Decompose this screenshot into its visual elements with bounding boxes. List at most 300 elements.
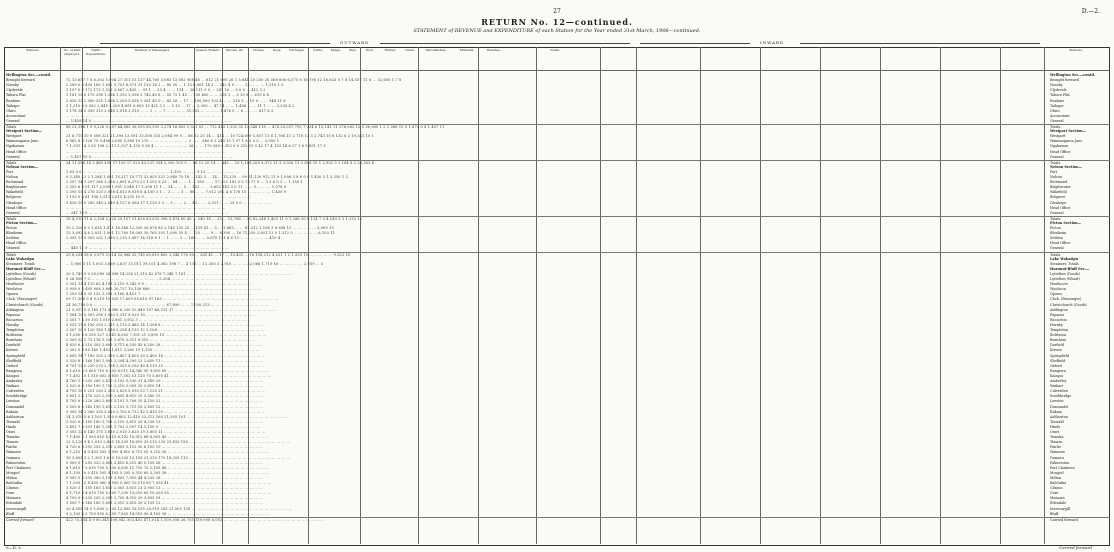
station-name-right: Taihape: [1050, 103, 1064, 108]
section-heading-row: [4, 221, 1110, 225]
row-figures: 16 3,605 3 2 1,305 1,610 10,205 13,105 23,310 170 18,205 110 … … … … … … … … … … … … … … … … … … … … …: [66, 455, 291, 460]
station-name: Culverden: [6, 389, 24, 394]
station-name: Hornby: [6, 322, 19, 327]
table-row: [4, 308, 1110, 312]
station-name-right: Totals.: [1050, 125, 1062, 129]
station-name: Waimangaroa Junc.: [6, 139, 40, 144]
table-row: [4, 333, 1110, 337]
row-figures: 9 26,508 7 2 … … … … … … … … … … … … … … 5,304 … … … … … … … … … … … … … … … …: [66, 277, 249, 281]
section-heading-row: [4, 267, 1110, 271]
row-figures: 20 4,505 14 0 1,805 2,105 12,805 16,105 28,910 205 21,005 130 … … … … … … … … … … … … … … … … … … … … …: [66, 506, 293, 511]
row-figures: 25 6,254 16 6 3,971 3,514 33,088 32,745 65,610 400 3,548 176 30 … 265 41 … 17 … 10,435 … 16 158,212 4,031 1 2 1,933 15 … … … … … 9,523 10: [66, 252, 351, 257]
table-row: [4, 195, 1110, 199]
station-name-right: Head Office: [1050, 205, 1071, 210]
inward-rule-left: [640, 43, 750, 44]
station-name: Tinwald: [6, 419, 20, 424]
station-name-right: Rangiora: [1050, 368, 1066, 373]
row-figures: 5 958 0 3 495 908 3,863 20,737 10,138 886 … … … … … … … … … … … … … … … … … … … … … … …: [66, 287, 262, 292]
station-name-right: Richmond: [1050, 180, 1068, 185]
inward-rule-right: [800, 43, 1040, 44]
table-row: [4, 476, 1110, 480]
station-name-right: Picton: [1050, 226, 1061, 230]
station-name-right: Westport: [1050, 134, 1066, 139]
station-name-right: Totals.: [1050, 252, 1062, 257]
station-name: Totals: [6, 125, 17, 129]
row-figures: 9 2,340 12 2 1,284 1,081 15,217 15,771 32,855 321 2,948 70 18 … 142 3 … 14 … 15,335 … 90 51,120 912 11 9 1,006 3 8 6 0 0 1,430 5 1 3,250 1 2: [66, 175, 349, 179]
row-figures: … … … … … … … … … … … … … … … … … … … … … … … … … … … … … … … … …: [66, 149, 226, 154]
row-figures: 5 905 5 5 305 380 3,105 3,905 7,010 44 4,205 28 … … … … … … … … … … … … … … … … … … … … …: [66, 475, 263, 480]
station-name-right: Hurunui-Bluff Sec.—: [1050, 266, 1090, 271]
row-figures: 8 1,710 9 4 610 750 5,805 7,205 13,010 85 10,205 55 … … … … … … … … … … … … … … … … … … … … …: [66, 491, 272, 496]
table-row: [4, 272, 1110, 276]
row-figures: 24 36,718 0 0 … … … … … … … … … … … … … … … 67,890 … … 7,030,213 … … … … … … … … … … … …: [66, 302, 269, 307]
row-figures: 8 1,610 7 3 610 705 5,205 6,505 11,710 75 2,105 48 … … … … … … … … … … … … … … … … … … … … …: [66, 465, 269, 470]
station-name-right: Opawa: [1050, 292, 1062, 297]
station-name: Glenhope: [6, 200, 23, 205]
col-head-wool: Wool.: [365, 48, 375, 52]
station-name-right: Rakaia: [1050, 409, 1062, 414]
page-footnote: 9—D. 2.: [6, 545, 22, 550]
station-name: Invercargill: [6, 506, 27, 511]
document-code: D.—2.: [1081, 8, 1100, 15]
table-row: [4, 318, 1110, 322]
row-figures: 6 962 8 0 126 79 3,498 2,005 5,588 10 270 … … … … … … … … 3 … … 540 6 2 249 13 1 97 1 6 5 0 0 … 3,050 1: [66, 139, 280, 144]
table-row: [4, 481, 1110, 485]
station-name-right: Oxford: [1050, 363, 1062, 368]
table-row: [4, 415, 1110, 419]
station-name: Nelson Section—: [6, 164, 39, 169]
table-row: [4, 282, 1110, 286]
row-figures: 3 601 2 4 170 220 2,010 2,605 4,610 25 3,360 15 … … … … … … … … … … … … … … … … … … … … …: [66, 394, 263, 399]
table-row: [4, 83, 1110, 87]
station-name: Brightwater: [6, 185, 27, 190]
table-row: [4, 491, 1110, 495]
table-row: [4, 175, 1110, 179]
station-name-right: General: [1050, 210, 1064, 215]
header-rule: [4, 70, 1110, 71]
table-row: [4, 384, 1110, 388]
station-name: Fairlie: [6, 445, 18, 450]
col-head-minerals: Minerals.: [459, 48, 475, 52]
station-name-right: Springfield: [1050, 353, 1070, 358]
table-row: [4, 348, 1110, 352]
row-figures: 2 302 6 0 91 117 2,009 1,901 5,046 17 1,308 11 1 … 34 … … 5 … 152 … … 3,602 143 3 0 11 … … 9 … … … 1,078 9: [66, 185, 287, 190]
col-head-parcels: Parcels, &c.: [225, 48, 245, 52]
station-name: Woolston: [6, 287, 22, 292]
station-name-right: Invercargill: [1050, 506, 1071, 511]
table-row: [4, 226, 1110, 230]
row-figures: 2 307 14 1 207 268 3,256 2,801 6,270 23 1,202 9 23 … 84 … … 1 … 150 … … 17,202 141 5 0 73 17 0 … 3 3 6 0 3 … 1,155 1: [66, 180, 303, 185]
station-name-right: Accountant: [1050, 113, 1070, 118]
row-figures: … … … … … … … … … … … … … … … … … … … … … … … … … … … … … … … … …: [66, 241, 226, 246]
station-name-right: Leeston: [1050, 399, 1064, 404]
section-heading-row: [4, 73, 1110, 77]
station-name: Palmerston: [6, 460, 26, 465]
table-row: [4, 180, 1110, 184]
station-name: Addington: [6, 307, 24, 312]
station-name-right: Bluff: [1050, 511, 1059, 516]
totals-row: [4, 517, 1110, 522]
row-figures: 9 2,105 6 3 705 855 6,205 7,805 14,010 90 4,105 58 … … … … … … … … … … … … … … … … … … … … …: [66, 511, 269, 516]
station-name-right: Palmerston: [1050, 460, 1070, 465]
table-row: [4, 507, 1110, 511]
row-figures: … 1,459 14 0 … … … … … … … … … … … … … … … … … … … … … … … … … … … … …: [66, 118, 233, 123]
row-figures: 21 3,917 0 0 140 173 4,080 6,230 10,449 107 46,211 37 … … … … … … … … … … … … … … … … … … … … …: [66, 307, 276, 312]
table-row: [4, 389, 1110, 393]
table-row: [4, 88, 1110, 92]
station-name-right: Ashburton: [1050, 414, 1068, 419]
row-figures: 3 505 7 6 140 180 1,605 2,010 3,615 20 3,105 12 … … … … … … … … … … … … … … … … … … … … …: [66, 501, 263, 506]
station-name-right: Ohiro: [1050, 108, 1060, 113]
station-name: Clinton: [6, 486, 19, 491]
row-figures: 1 426 19 0 265 345 2,049 4,127 6,560 17 1,120 3 3 … 3 … … 2 … 43 … … 2,011 … … 29 0 0 … … … … … …: [66, 200, 271, 205]
station-name: Wellington Sec.—contd.: [6, 73, 52, 77]
table-row: [4, 185, 1110, 189]
table-row: [4, 313, 1110, 317]
station-name-right: Port: [1050, 169, 1058, 174]
row-figures: … … … … … … … … … … … … … … … … … … … … … … … … … … … … … … … … …: [66, 113, 226, 118]
station-name-right: General: [1050, 246, 1064, 251]
row-figures: 1 301 13 4 110 63 4,103 5,110 9,343 9 9 … … … … … … … … … … … … … … … … … … … … … …: [66, 282, 252, 287]
table-row: [4, 471, 1110, 475]
station-name-right: Dunsandel: [1050, 404, 1069, 409]
station-name-right: Blenheim: [1050, 231, 1067, 236]
row-figures: 1 63 0 0 … … … … … … … … … … … … … … … … … … 1,303 … … … 9 15 … … … … … … …: [66, 169, 240, 174]
row-figures: 2 395 15 4 276 320 3,058 4,813 8,018 8 4,100 3 1 … 3 … … 1 … 86 … … 7,012 202 4 6 176 15 … … … … … 1,450 9: [66, 190, 287, 195]
row-figures: … 1,960 3 11 1,003 3,869 2,637 15,011 39,101 4,362 198 7 … 4 115 … 12,300 5 2,910 … … … 32,066 1,719 16 … … … … … 2,019 … 5: [66, 261, 324, 266]
station-name: General: [6, 118, 20, 123]
table-row: [4, 78, 1110, 82]
station-name-right: Southbridge: [1050, 394, 1072, 399]
col-head-sheep: Sheep.: [330, 48, 342, 52]
station-name-right: Christchurch (Goods): [1050, 302, 1087, 307]
station-name-right: Heathcote: [1050, 282, 1068, 287]
row-figures: 2 402 7 0 105 140 1,305 1,702 3,007 14 3,150 9 … … … … … … … … … … … … … … … … … … … … …: [66, 424, 261, 429]
row-figures: 3 520 0 3 150 180 1,705 2,110 3,815 20 4,230 13 … … … … … … … … … … … … … … … … … … … … …: [66, 419, 263, 424]
col-head-grain: Grain.: [405, 48, 415, 52]
station-name: Templeton: [6, 328, 25, 332]
inward-group-label: INWARD: [760, 40, 785, 45]
station-name-right: Carried forward: [1050, 517, 1078, 522]
station-name: Picton Section—: [6, 220, 38, 225]
station-name: Oxford: [6, 363, 18, 368]
col-head-pigs: Pigs.: [349, 48, 357, 52]
station-name: Rolleston: [6, 333, 23, 338]
station-name-right: Hornby: [1050, 322, 1063, 327]
station-name-right: Picton Section—: [1050, 220, 1082, 225]
table-row: [4, 139, 1110, 143]
station-name-right: Tahora Flat: [1050, 93, 1070, 98]
station-name-right: Kirwee: [1050, 348, 1063, 353]
row-figures: 4 720 6 9 205 255 2,310 2,805 5,115 30 6,105 19 … … … … … … … … … … … … … … … … … … … … …: [66, 445, 263, 450]
station-name-right: Head Office: [1050, 149, 1071, 154]
station-name-right: Naseby: [1050, 83, 1063, 88]
station-name-right: Oamaru: [1050, 455, 1064, 460]
station-name-right: Head Office: [1050, 241, 1071, 246]
col-head-passengers: Number of Passengers: [134, 48, 170, 52]
station-name-right: Totals.: [1050, 160, 1062, 165]
row-figures: 18 4,310 11 6 2,104 2,329 29,107 31,828 63,035 396 5,474 80 49 … 240 18 … 23 … 15,766 … 90 82,248 1,403 11 9 1,286 10 8 114 7 9 4,140 5 3 1,252 11: [66, 216, 363, 221]
station-name-right: Lyttelton (Goods): [1050, 271, 1080, 276]
station-name: Kirwee: [6, 348, 19, 353]
row-figures: 10 2,326 8 0 1,635 1,411 18,348 12,530 30,878 85 2,140 135 25 … 139 41 … 5 … 1,885 … … 81,312 1,108 3 8 608 15 … … … … … 3,009 15: [66, 226, 334, 230]
station-name-right: Fairlie: [1050, 445, 1062, 450]
col-head-merchandise: Merchandise.: [425, 48, 447, 52]
table-row: [4, 405, 1110, 409]
station-name-right: Chch. (Passenger): [1050, 297, 1082, 302]
carried-forward-label: Carried forward: [1059, 545, 1092, 550]
station-name-right: Temuka: [1050, 435, 1064, 440]
station-name: Dunsandel: [6, 404, 25, 409]
row-figures: 34 11,590 16 3 489 598 27,199 17,523 43,231 354 2,390 103 9 … 66 12 20 14 … 443 … 10 1,168,265 8,972 11 3 3,026 11 3 858 10 1 2,902 5 2 164 8 2 28,283 4: [66, 160, 375, 165]
table-row: [4, 450, 1110, 454]
station-name-right: Clinton: [1050, 486, 1063, 491]
station-name: Carried forward: [6, 517, 34, 522]
station-name: Sheffield: [6, 358, 22, 363]
station-name: Lyttelton (Wharf): [6, 277, 36, 281]
station-name-right: Wakefield: [1050, 190, 1067, 195]
table-row: [4, 93, 1110, 97]
station-name: Blenheim: [6, 231, 23, 236]
row-figures: 3 520 8 2 160 180 1,905 2,204 4,290 22 2,650 11 … … … … … … … … … … … … … … … … … … … … …: [66, 358, 263, 363]
row-figures: 5 905 14 2 260 330 3,010 3,702 6,712 42 5,410 30 … … … … … … … … … … … … … … … … … … … … …: [66, 409, 266, 414]
row-figures: 2 289 0 0 430 160 1,852 5,751 6,071 31 120 16 2 … 80 30 … 1 13 8,061 14 2 … 342 4 0 … … 12 … … … 1,310 1 0: [66, 83, 284, 88]
station-name: Head Office: [6, 205, 27, 210]
station-name-right: Milton: [1050, 475, 1062, 480]
row-figures: 8 1,610 3 5 605 710 6,203 8,011 14,340 95 9,810 60 … … … … … … … … … … … … … … … … … … … … …: [66, 368, 269, 373]
col-head-timber: Timber.: [384, 48, 396, 52]
station-name-right: Tinwald: [1050, 419, 1064, 424]
table-row: [4, 246, 1110, 250]
row-figures: 4 705 10 0 201 250 2,305 2,820 5,030 33 7,120 21 … … … … … … … … … … … … … … … … … … … … …: [66, 389, 266, 394]
table-row: [4, 512, 1110, 516]
station-name: Lake Wakatipu: [6, 256, 35, 261]
table-row: [4, 445, 1110, 449]
station-name: Timaru: [6, 440, 19, 445]
station-name-right: Waimate: [1050, 450, 1065, 455]
row-figures: 72 13,657 7 8 6,302 5,904 27,311 15,137 44,760 3,085 15,082 908 48 … 612 21 695 26 1 5,841 20 250 20,568 606 6,575 6 16,795 12 16,833 0 7 8 14,037 11 6 … 32,600 1 7 8: [66, 78, 402, 83]
row-figures: 1 193 0 0 81 198 1,511 2,615 4,235 10 9 … … … … … … … … … … … … … … … … … … … … … …: [66, 195, 252, 200]
row-figures: 5 905 0 7 255 320 2,805 3,410 6,215 40 5,105 26 … … … … … … … … … … … … … … … … … … … … …: [66, 460, 263, 465]
row-figures: 3 505 6 0 140 190 1,610 2,103 3,713 18 2,805 12 … … … … … … … … … … … … … … … … … … … … …: [66, 404, 263, 409]
table-row: [4, 150, 1110, 154]
station-name: Heathcote: [6, 282, 24, 287]
statement-subtitle: STATEMENT of REVENUE and EXPENDITURE of each Station for the Year ended 31st March, 1906—continued.: [413, 28, 701, 34]
table-row: [4, 262, 1110, 266]
section-heading-row: [4, 257, 1110, 261]
row-figures: 2 626 12 2 380 335 1,804 2,200 5,508 3 361 45 0 … 43 28 … 17 … 100,000 103 4 … … 316 3 … 10 0 … … 944 11 6: [66, 98, 286, 103]
station-name-right: Nelson Section—: [1050, 164, 1083, 169]
station-name-right: Westport Section—: [1050, 129, 1086, 134]
row-figures: 5 1,030 0 8 255 327 3,041 4,002 7,301 21 3,890 19 … … … … … … … … … … … … … … … … … … … … …: [66, 333, 267, 338]
row-figures: 7 1,405 2 1 505 610 4,810 6,102 10,912 68 8,905 45 … … … … … … … … … … … … … … … … … … … … …: [66, 435, 269, 440]
table-row: [4, 134, 1110, 138]
row-figures: 1 178 14 0 350 310 2,046 3,018 3,910 … … 1 … … 7 … … … … 31,392 … … … … 1,476 0 … 6 … … … 617 6 3: [66, 108, 274, 113]
table-row: [4, 323, 1110, 327]
row-figures: 88 21,158 1 9 9,226 9,257 44,083 36,595 80,395 3,374 16,605 1,021 63 … 712 413 1,302 33 13,348 118 … 474 20,937,795 7,034 6 15,141 11 276,563 12 5 36,980 1 2 1,088 15 0 1,874 0 8 1,407 11: [66, 125, 445, 129]
station-name-right: Culverden: [1050, 389, 1068, 394]
table-row: [4, 435, 1110, 439]
station-name: Head Office: [6, 149, 27, 154]
station-name-right: Lake Wakatipu: [1050, 256, 1079, 261]
table-row: [4, 410, 1110, 414]
row-figures: 3 520 3 1 150 185 1,610 2,005 3,615 21 3,905 13 … … … … … … … … … … … … … … … … … … … … …: [66, 486, 263, 491]
station-name: Steamers: Totals: [6, 261, 35, 266]
station-name: Ashburton: [6, 414, 24, 419]
station-name: Mataura: [6, 496, 21, 501]
station-name-right: Steamers: Totals: [1050, 261, 1079, 266]
outward-rule-left: [100, 43, 330, 44]
station-name: Kaiapoi: [6, 373, 19, 378]
station-name: General: [6, 246, 20, 251]
row-figures: 4 760 1 9 205 260 2,410 3,102 5,530 31 4,380 20 … … … … … … … … … … … … … … … … … … … … …: [66, 379, 263, 383]
col-head-cattle: Cattle.: [312, 48, 324, 52]
row-figures: … 341 19 0 … … … … … … … … … … … … … … … … … … … … … … … … … … … … …: [66, 210, 229, 215]
row-figures: 7 1,305 12 8 455 560 4,505 5,605 10,110 63 7,305 41 … … … … … … … … … … … … … … … … … … … … …: [66, 481, 272, 485]
station-name-right: Gore: [1050, 491, 1059, 496]
station-name: Ngakawau: [6, 144, 25, 149]
table-row: [4, 501, 1110, 505]
station-name: Nelson: [6, 175, 19, 179]
station-name-right: Clydevale: [1050, 88, 1067, 93]
station-name-right: Mosgiel: [1050, 470, 1064, 475]
station-name: Edendale: [6, 501, 23, 506]
row-figures: 7 1,301 14 3 55 198 2,311 1,927 4,135 9 36 4 … … … … … … … 26 … … 170,183 5,102 0 0 210 15 0 42 17 4 153 14 6 27 1 6 5,891 17 3: [66, 144, 326, 149]
station-name: Lyttelton (Goods): [6, 271, 36, 276]
station-name-right: Totals.: [1050, 216, 1062, 221]
table-row: [4, 440, 1110, 444]
station-name-right: Orari: [1050, 430, 1060, 434]
station-name: Totals: [6, 160, 17, 165]
col-head-station-right: Stations.: [1069, 48, 1083, 52]
table-row: [4, 359, 1110, 363]
station-name-right: Timaru: [1050, 440, 1063, 445]
table-row: [4, 461, 1110, 465]
station-name: Waikari: [6, 384, 20, 389]
outward-rule-right: [380, 43, 630, 44]
table-row: [4, 155, 1110, 159]
station-name: Brought forward: [6, 78, 35, 83]
station-name-right: Lyttelton (Wharf): [1050, 277, 1080, 281]
station-name-right: Amberley: [1050, 379, 1067, 383]
table-row: [4, 338, 1110, 342]
station-name-right: Burnham: [1050, 338, 1066, 343]
row-figures: 21 6,715 10 0 308 321 21,390 13,591 33,508 335 2,084 99 9 … 66 12 20 14 … 414 … 10 724,699 1,857 11 6 1,766 11 2 718 13 3 2,743 10 8 132 6 2 19,341 10 1: [66, 134, 375, 139]
table-row: [4, 379, 1110, 383]
row-figures: 1 181 15 0 170 298 1,234 1,392 3,396 3 742 40 8 … 55 72 1 45 … 100 400 … … 218 1 … 5 10 0 … 610 6 4: [66, 93, 269, 98]
row-figures: 2 302 0 0 85 140 1,402 1,811 3,260 10 1,150 … … … … … … … … … … … … … … … … … … … … … …: [66, 348, 260, 353]
row-figures: 6 1,105 10 0 410 505 4,105 5,205 9,310 60 3,305 38 … … … … … … … … … … … … … … … … … … … … …: [66, 470, 269, 475]
page-number: 27: [553, 8, 561, 15]
station-name: Milton: [6, 475, 18, 480]
table-row: [4, 119, 1110, 123]
station-name-right: Kaiapoi: [1050, 373, 1063, 378]
station-name: Westport Section—: [6, 129, 42, 134]
row-figures: 2 301 7 4 30 101 1,010 2,801 3,902 3 … … … … … … … … … … … … … … … … … … … … … … …: [66, 317, 250, 322]
table-row: [4, 297, 1110, 301]
station-name: Wakefield: [6, 190, 23, 195]
row-figures: 99 17,306 0 4 9,219 10,025 17,609 65,610 97,163 … … … … … … … … … … … … … … … … … … … … … … … …: [66, 297, 279, 302]
table-row: [4, 206, 1110, 210]
station-name-right: Port Chalmers: [1050, 465, 1075, 470]
table-row: [4, 231, 1110, 235]
table-row: [4, 190, 1110, 194]
col-head-totals: Totals.: [549, 48, 561, 52]
station-name: Accountant: [6, 113, 26, 118]
station-name-right: Ngakawau: [1050, 144, 1069, 149]
station-name-right: Balclutha: [1050, 481, 1067, 485]
table-row: [4, 486, 1110, 490]
station-name: Amberley: [6, 379, 23, 383]
table-row: [4, 369, 1110, 373]
col-head-dogs: Dogs.: [272, 48, 282, 52]
table-row: [4, 456, 1110, 460]
row-figures: 4 705 0 0 205 255 2,205 2,705 4,910 29 3,805 18 … … … … … … … … … … … … … … … … … … … … …: [66, 496, 263, 501]
station-name-right: Nelson: [1050, 175, 1063, 179]
station-name: Papanui: [6, 312, 20, 317]
station-name-right: Seddon: [1050, 236, 1063, 241]
row-figures: 2 309 12 1 75 118 1,203 1,870 3,011 8 510 … … … … … … … … … … … … … … … … … … … … … …: [66, 338, 256, 343]
table-row: [4, 303, 1110, 307]
station-name: Opawa: [6, 292, 18, 297]
station-name: Riccarton: [6, 317, 23, 322]
station-name-right: Hinds: [1050, 424, 1061, 429]
table-row: [4, 236, 1110, 240]
station-name-right: Ruahine: [1050, 98, 1065, 103]
station-name: Head Office: [6, 241, 27, 246]
station-name-right: Glenhope: [1050, 200, 1067, 205]
station-name: Hurunui-Bluff Sec.—: [6, 266, 46, 271]
section-heading-row: [4, 165, 1110, 169]
station-name-right: Mataura: [1050, 496, 1065, 501]
row-figures: 7 1,402 10 1 510 602 5,810 7,302 13,120 70 5,605 41 … … … … … … … … … … … … … … … … … … … … …: [66, 373, 272, 378]
station-name-right: Woolston: [1050, 287, 1066, 292]
row-figures: 5 1,210 0 0 582 2,445 4,200 4,891 6,605 15 421 3 2 … 5 10 … 17 … 3,350 … 47 14 … … 1,456 … … 11 1 … … 3,205 4 2: [66, 103, 295, 108]
station-name-right: Brightwater: [1050, 185, 1071, 190]
table-row: [4, 277, 1110, 281]
station-name: Richmond: [6, 180, 24, 185]
station-name: Seddon: [6, 236, 19, 241]
station-name: Port: [6, 169, 14, 174]
station-name: Westport: [6, 134, 22, 139]
table-row: [4, 241, 1110, 245]
col-head-horses: Horses.: [253, 48, 265, 52]
outward-group-label: OUTWARD: [340, 40, 370, 45]
table-row: [4, 328, 1110, 332]
table-row: [4, 292, 1110, 296]
row-figures: 20 5,745 0 0 28,080 28,098 14,236 21,310 42,576 7,348 7,161 … … … … … … … … … … … … … … … … … … … … … …: [66, 271, 293, 276]
station-name: Ruahine: [6, 98, 21, 103]
station-name: Leeston: [6, 399, 20, 404]
table-row: [4, 399, 1110, 403]
table-row: [4, 394, 1110, 398]
row-figures: 4 705 9 8 220 280 2,605 3,101 5,706 35 4,150 22 … … … … … … … … … … … … … … … … … … … … …: [66, 399, 263, 404]
station-name: Ohiro: [6, 108, 16, 113]
station-name-right: Addington: [1050, 307, 1068, 312]
row-figures: 1 203 14 0 31 132 1,202 3,180 4,413 7 … … … … … … … … … … … … … … … … … … … … … … …: [66, 292, 253, 297]
table-row: [4, 425, 1110, 429]
table-row: [4, 114, 1110, 118]
table-row: [4, 104, 1110, 108]
col-head-expenditure: Traffic Expenditure.: [86, 48, 106, 56]
return-title: RETURN No. 12—continued.: [481, 17, 633, 27]
station-name: Waimate: [6, 450, 21, 455]
table-row: [4, 144, 1110, 148]
row-figures: 2 307 10 0 120 189 1,816 2,204 4,130 12 2,108 … … … … … … … … … … … … … … … … … … … … … …: [66, 328, 265, 332]
station-name: Tahora Flat: [6, 93, 26, 98]
station-name: General: [6, 154, 20, 159]
station-name: General: [6, 210, 20, 215]
